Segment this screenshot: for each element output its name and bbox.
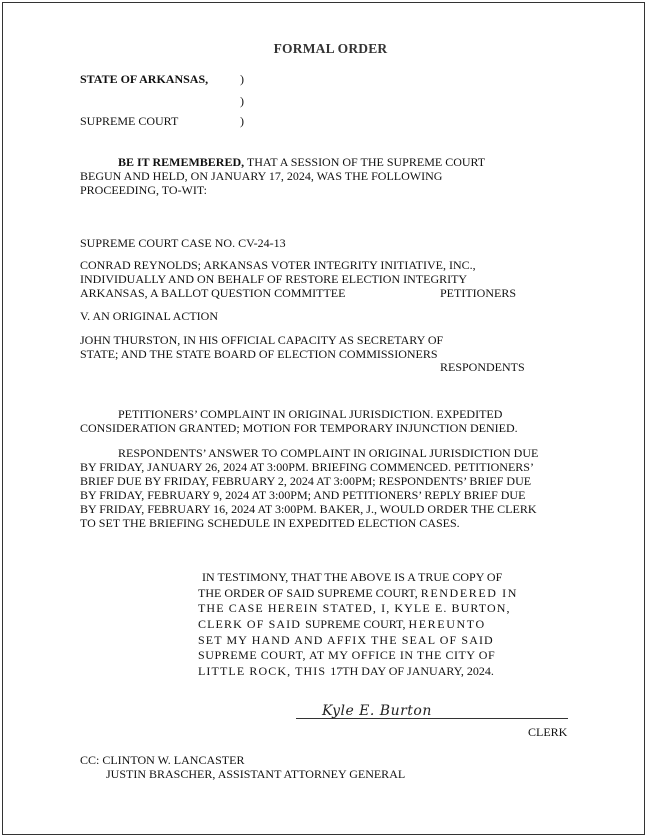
cc-line-1: CC: CLINTON W. LANCASTER	[80, 753, 245, 767]
order-paragraph-1: PETITIONERS’ COMPLAINT IN ORIGINAL JURISDICTION. EXPEDITED CONSIDERATION GRANTED; MOTION FOR TEMPORARY INJUNCTION DENIED.	[80, 407, 518, 435]
remembered-paragraph: BE IT REMEMBERED, THAT A SESSION OF THE SUPREME COURT BEGUN AND HELD, ON JANUARY 17, 2024, WAS THE FOLLOWING PROCEEDING, TO-WIT:	[80, 155, 486, 197]
caption-state: STATE OF ARKANSAS,	[80, 72, 209, 86]
petitioners-block: CONRAD REYNOLDS; ARKANSAS VOTER INTEGRITY INITIATIVE, INC., INDIVIDUALLY AND ON BEHALF OF RESTORE ELECTION INTEGRITY ARKANSAS, A BALLOT QUESTION COMMITTEE	[80, 258, 476, 300]
cc-block	[80, 753, 405, 781]
order-paragraph-2: RESPONDENTS’ ANSWER TO COMPLAINT IN ORIGINAL JURISDICTION DUE BY FRIDAY, JANUARY 26, 2024 AT 3:00PM. BRIEFING COMMENCED. PETITIONERS’ BRIEF DUE BY FRIDAY, FEBRUARY 2, 2024 AT 3:00PM; RESPONDENTS’ BRIEF DUE BY FRIDAY, FEBRUARY 9, 2024 AT 3:00PM; AND PETITIONERS’ REPLY BRIEF DUE BY FRIDAY, FEBRUARY 16, 2024 AT 3:00PM. BAKER, J., WOULD ORDER THE CLERK TO SET THE BRIEFING SCHEDULE IN EXPEDITED ELECTION CASES.	[80, 446, 539, 530]
caption-paren-2: )	[240, 94, 244, 108]
respondents-block: JOHN THURSTON, IN HIS OFFICIAL CAPACITY AS SECRETARY OF STATE; AND THE STATE BOARD OF ELECTION COMMISSIONERS	[80, 333, 444, 361]
clerk-signature: Kyle E. Burton	[322, 703, 432, 719]
clerk-label: CLERK	[528, 725, 568, 739]
versus-line: V. AN ORIGINAL ACTION	[80, 309, 218, 323]
document-title: FORMAL ORDER	[273, 41, 388, 56]
remembered-lead: BE IT REMEMBERED,	[118, 155, 245, 169]
caption-paren-1: )	[240, 72, 244, 86]
petitioners-label: PETITIONERS	[440, 286, 516, 300]
signature-line	[296, 718, 568, 719]
case-number: SUPREME COURT CASE NO. CV-24-13	[80, 236, 286, 250]
cc-line-2: JUSTIN BRASCHER, ASSISTANT ATTORNEY GENERAL	[106, 767, 406, 781]
caption-court: SUPREME COURT	[80, 114, 179, 128]
respondents-label: RESPONDENTS	[440, 360, 525, 374]
testimony-block: IN TESTIMONY, THAT THE ABOVE IS A TRUE COPY OF THE ORDER OF SAID SUPREME COURT, RENDERED IN THE CASE HEREIN STATED, I, KYLE E. BURTON, CLERK OF SAID SUPREME COURT, HEREUNTO SET MY HAND AND AFFIX THE SEAL OF SAID SUPREME COURT, AT MY OFFICE IN THE CITY OF LITTLE ROCK, THIS 17TH DAY OF JANUARY, 2024.	[198, 570, 519, 679]
caption-paren-3: )	[240, 114, 244, 128]
